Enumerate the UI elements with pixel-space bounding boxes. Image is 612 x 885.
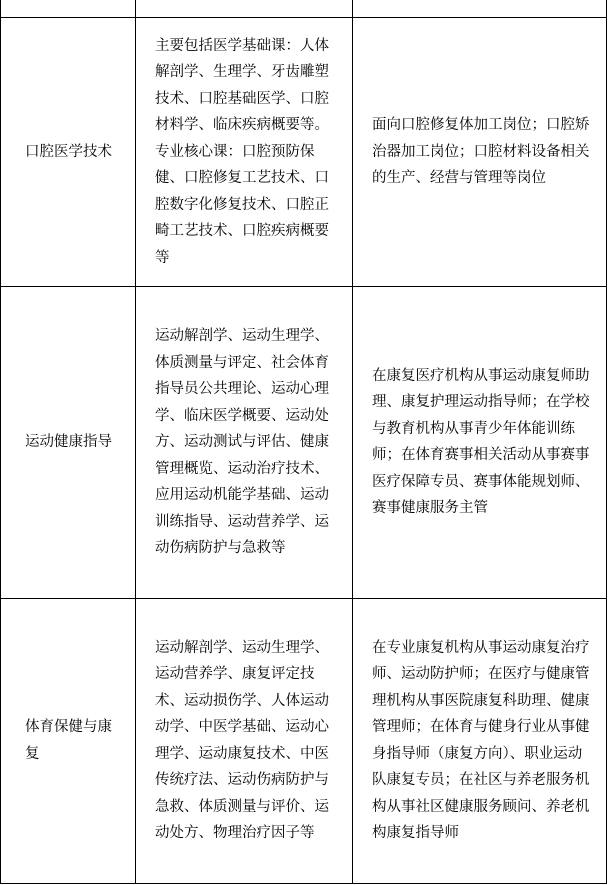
table-row xyxy=(1,287,607,598)
major-name: 口腔医学技术 xyxy=(1,18,136,287)
major-courses: 主要包括医学基础课：人体解剖学、生理学、牙齿雕塑技术、口腔基础医学、口腔材料学、临床疾病概要等。专业核心课：口腔预防保健、口腔修复工艺技术、口腔数字化修复技术、口腔正畸工艺技术、口腔疾病概要等 xyxy=(136,18,353,287)
cell-empty xyxy=(1,0,136,18)
major-jobs: 在康复医疗机构从事运动康复师助理、康复护理运动指导师；在学校与教育机构从事青少年体能训练师；在体育赛事相关活动从事赛事医疗保障专员、赛事体能规划师、赛事健康服务主管 xyxy=(353,287,607,598)
major-jobs: 面向口腔修复体加工岗位；口腔矫治器加工岗位；口腔材料设备相关的生产、经营与管理等岗位 xyxy=(353,18,607,287)
major-name: 运动健康指导 xyxy=(1,287,136,598)
major-courses: 运动解剖学、运动生理学、体质测量与评定、社会体育指导员公共理论、运动心理学、临床医学概要、运动处方、运动测试与评估、健康管理概览、运动治疗技术、应用运动机能学基础、运动训练指导、运动营养学、运动伤病防护与急救等 xyxy=(136,287,353,598)
cell-empty xyxy=(353,0,607,18)
table-row xyxy=(1,598,607,883)
table-row-top-cut xyxy=(1,0,607,18)
table-row xyxy=(1,18,607,287)
major-name: 体育保健与康复 xyxy=(1,598,136,883)
major-courses: 运动解剖学、运动生理学、运动营养学、康复评定技术、运动损伤学、人体运动动学、中医学基础、运动心理学、运动康复技术、中医传统疗法、运动伤病防护与急救、体质测量与评价、运动处方、物理治疗因子等 xyxy=(136,598,353,883)
major-jobs: 在专业康复机构从事运动康复治疗师、运动防护师；在医疗与健康管理机构从事医院康复科助理、健康管理师；在体育与健身行业从事健身指导师（康复方向）、职业运动队康复专员；在社区与养老服务机构从事社区健康服务顾问、养老机构康复指导师 xyxy=(353,598,607,883)
cell-empty xyxy=(136,0,353,18)
